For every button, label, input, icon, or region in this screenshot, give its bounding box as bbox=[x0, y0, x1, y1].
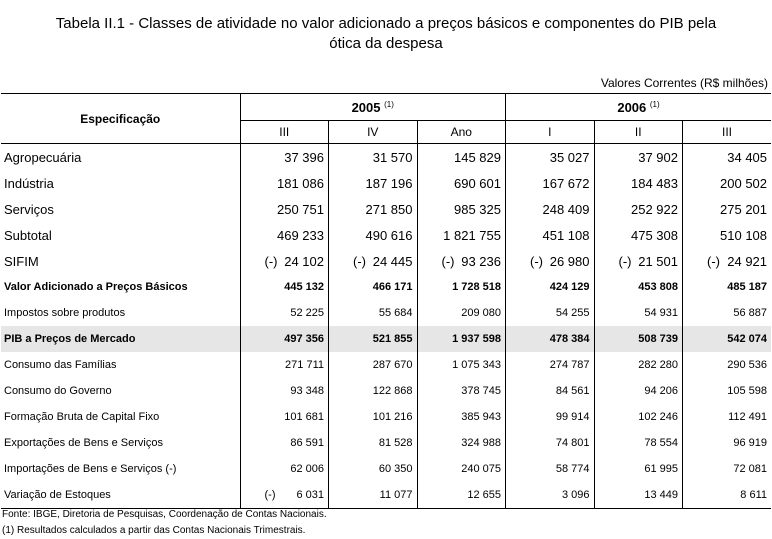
cell-number: 200 502 bbox=[720, 175, 768, 191]
row-label: Variação de Estoques bbox=[1, 482, 240, 509]
cell-value bbox=[329, 248, 418, 274]
cell-value bbox=[683, 430, 772, 456]
cell-number: 61 995 bbox=[644, 463, 678, 475]
cell-value bbox=[506, 196, 595, 222]
row-label: PIB a Preços de Mercado bbox=[1, 326, 240, 352]
cell-value bbox=[683, 274, 772, 300]
cell-number: 37 396 bbox=[284, 149, 324, 165]
negative-prefix: (-) bbox=[353, 253, 366, 269]
cell-value bbox=[417, 170, 506, 196]
cell-value bbox=[417, 196, 506, 222]
cell-number: 24 921 bbox=[727, 253, 768, 269]
table-row bbox=[1, 170, 771, 196]
table-notes bbox=[2, 507, 327, 539]
cell-number: 52 225 bbox=[290, 307, 324, 319]
cell-value bbox=[417, 456, 506, 482]
cell-value bbox=[594, 196, 683, 222]
cell-value bbox=[417, 144, 506, 171]
cell-value bbox=[329, 144, 418, 171]
cell-number: 290 536 bbox=[727, 359, 768, 371]
cell-number: 497 356 bbox=[284, 333, 324, 345]
cell-number: 510 108 bbox=[720, 227, 768, 243]
cell-value bbox=[329, 404, 418, 430]
units-label: Valores Correntes (R$ milhões) bbox=[600, 76, 768, 90]
cell-value bbox=[506, 404, 595, 430]
cell-number: 31 570 bbox=[372, 149, 413, 165]
cell-value bbox=[683, 144, 772, 171]
cell-value bbox=[329, 196, 418, 222]
cell-value bbox=[506, 144, 595, 171]
cell-number: 453 808 bbox=[638, 281, 678, 293]
cell-number: 469 233 bbox=[277, 227, 324, 243]
negative-prefix: (-) bbox=[530, 253, 543, 269]
cell-value bbox=[594, 482, 683, 509]
cell-value bbox=[329, 326, 418, 352]
cell-number: 72 081 bbox=[733, 463, 768, 475]
cell-value bbox=[417, 430, 506, 456]
table-row bbox=[1, 144, 771, 171]
cell-number: 271 850 bbox=[365, 201, 413, 217]
table-row bbox=[1, 248, 771, 274]
cell-value bbox=[417, 482, 506, 509]
cell-number: 93 348 bbox=[290, 385, 324, 397]
table-row bbox=[1, 378, 771, 404]
row-label: Agropecuária bbox=[4, 149, 82, 165]
table-row bbox=[1, 456, 771, 482]
cell-value bbox=[240, 352, 329, 378]
cell-number: 478 384 bbox=[549, 333, 590, 345]
cell-value bbox=[329, 300, 418, 326]
cell-number: 84 561 bbox=[555, 385, 590, 397]
cell-number: 34 405 bbox=[727, 149, 768, 165]
table-row bbox=[1, 430, 771, 456]
cell-number: 78 554 bbox=[644, 437, 678, 449]
cell-number: 74 801 bbox=[555, 437, 590, 449]
row-label: Consumo das Famílias bbox=[4, 359, 117, 371]
cell-number: 209 080 bbox=[461, 307, 501, 319]
cell-value bbox=[506, 352, 595, 378]
cell-number: 324 988 bbox=[461, 437, 501, 449]
cell-number: 24 445 bbox=[372, 253, 413, 269]
negative-prefix: (-) bbox=[707, 253, 720, 269]
cell-number: 542 074 bbox=[727, 333, 768, 345]
cell-value bbox=[594, 300, 683, 326]
negative-prefix: (-) bbox=[264, 253, 278, 269]
cell-value bbox=[240, 378, 329, 404]
cell-value bbox=[594, 456, 683, 482]
cell-number: 62 006 bbox=[290, 463, 324, 475]
cell-value bbox=[683, 482, 772, 509]
cell-value bbox=[594, 144, 683, 171]
cell-value bbox=[683, 456, 772, 482]
cell-value bbox=[594, 378, 683, 404]
cell-number: 3 096 bbox=[561, 489, 590, 501]
cell-number: 101 216 bbox=[372, 411, 413, 423]
negative-prefix: (-) bbox=[441, 253, 455, 269]
cell-value bbox=[417, 378, 506, 404]
cell-number: 54 931 bbox=[644, 307, 678, 319]
footnote: (1) Resultados calculados a partir das Contas Nacionais Trimestrais. bbox=[2, 525, 306, 536]
cell-value bbox=[240, 456, 329, 482]
header-year-2005: 2005 $^{(1)}$ bbox=[240, 94, 506, 121]
cell-value bbox=[240, 404, 329, 430]
row-label: Exportações de Bens e Serviços bbox=[4, 437, 163, 449]
cell-value bbox=[683, 326, 772, 352]
cell-number: 56 887 bbox=[733, 307, 768, 319]
cell-value bbox=[240, 222, 329, 248]
table-row bbox=[1, 300, 771, 326]
cell-number: 424 129 bbox=[549, 281, 590, 293]
cell-number: 13 449 bbox=[644, 489, 678, 501]
cell-value bbox=[594, 274, 683, 300]
cell-value bbox=[240, 300, 329, 326]
cell-value bbox=[594, 404, 683, 430]
cell-number: 240 075 bbox=[461, 463, 501, 475]
cell-number: 86 591 bbox=[290, 437, 324, 449]
cell-value bbox=[417, 222, 506, 248]
cell-value bbox=[417, 274, 506, 300]
cell-value bbox=[683, 222, 772, 248]
cell-value bbox=[329, 456, 418, 482]
cell-number: 12 655 bbox=[467, 489, 501, 501]
row-label: Subtotal bbox=[4, 227, 52, 243]
cell-value bbox=[594, 430, 683, 456]
col-header: II bbox=[594, 121, 683, 144]
cell-number: 11 077 bbox=[379, 489, 413, 501]
cell-number: 1 937 598 bbox=[452, 333, 501, 345]
cell-number: 490 616 bbox=[365, 227, 413, 243]
cell-number: 60 350 bbox=[378, 463, 413, 475]
cell-number: 58 774 bbox=[555, 463, 590, 475]
cell-number: 1 821 755 bbox=[443, 227, 501, 243]
col-header: IV bbox=[329, 121, 418, 144]
cell-number: 54 255 bbox=[555, 307, 590, 319]
cell-number: 184 483 bbox=[631, 175, 678, 191]
cell-value bbox=[506, 248, 595, 274]
row-label: Indústria bbox=[4, 175, 54, 191]
row-label: SIFIM bbox=[4, 253, 39, 269]
cell-number: 94 206 bbox=[644, 385, 678, 397]
cell-value bbox=[329, 274, 418, 300]
cell-value bbox=[240, 274, 329, 300]
row-label: Impostos sobre produtos bbox=[4, 307, 126, 319]
row-label: Formação Bruta de Capital Fixo bbox=[4, 411, 160, 423]
table-title bbox=[0, 14, 772, 54]
cell-number: 105 598 bbox=[727, 385, 768, 397]
cell-value bbox=[506, 326, 595, 352]
cell-number: 274 787 bbox=[549, 359, 590, 371]
negative-prefix: (-) bbox=[618, 253, 632, 269]
cell-number: 451 108 bbox=[542, 227, 590, 243]
cell-value bbox=[683, 300, 772, 326]
table-row bbox=[1, 482, 771, 509]
row-label: Consumo do Governo bbox=[4, 385, 112, 397]
row-label: Importações de Bens e Serviços (-) bbox=[4, 463, 177, 475]
cell-number: 282 280 bbox=[638, 359, 678, 371]
cell-number: 287 670 bbox=[372, 359, 413, 371]
col-header: III bbox=[683, 121, 772, 144]
cell-value bbox=[329, 170, 418, 196]
table-row bbox=[1, 196, 771, 222]
cell-value bbox=[683, 352, 772, 378]
col-header: III bbox=[240, 121, 329, 144]
cell-number: 187 196 bbox=[365, 175, 413, 191]
cell-value bbox=[594, 170, 683, 196]
cell-value bbox=[329, 378, 418, 404]
cell-value bbox=[594, 326, 683, 352]
cell-number: 99 914 bbox=[555, 411, 590, 423]
cell-value bbox=[594, 222, 683, 248]
cell-value bbox=[417, 326, 506, 352]
table-row bbox=[1, 326, 771, 352]
cell-number: 24 102 bbox=[284, 253, 324, 269]
cell-value bbox=[506, 300, 595, 326]
cell-number: 508 739 bbox=[638, 333, 678, 345]
cell-value bbox=[240, 482, 329, 509]
col-header: Ano bbox=[417, 121, 506, 144]
cell-number: 101 681 bbox=[284, 411, 324, 423]
cell-number: 252 922 bbox=[631, 201, 678, 217]
cell-value bbox=[417, 248, 506, 274]
cell-number: 485 187 bbox=[727, 281, 768, 293]
cell-number: 466 171 bbox=[372, 281, 413, 293]
cell-value bbox=[240, 248, 329, 274]
cell-value bbox=[506, 430, 595, 456]
cell-number: 35 027 bbox=[549, 149, 590, 165]
cell-number: 985 325 bbox=[454, 201, 501, 217]
cell-number: 521 855 bbox=[372, 333, 413, 345]
cell-number: 378 745 bbox=[461, 385, 501, 397]
cell-value bbox=[683, 196, 772, 222]
cell-value bbox=[417, 352, 506, 378]
cell-value bbox=[683, 248, 772, 274]
cell-value bbox=[683, 378, 772, 404]
cell-number: 1 075 343 bbox=[452, 359, 501, 371]
cell-number: 385 943 bbox=[461, 411, 501, 423]
table-row bbox=[1, 274, 771, 300]
cell-value bbox=[240, 144, 329, 171]
table-row bbox=[1, 352, 771, 378]
header-year-2006: 2006 $^{(1)}$ bbox=[506, 94, 772, 121]
source-note: Fonte: IBGE, Diretoria de Pesquisas, Coordenação de Contas Nacionais. bbox=[2, 509, 327, 520]
cell-value bbox=[240, 196, 329, 222]
cell-number: 122 868 bbox=[372, 385, 413, 397]
cell-number: 112 491 bbox=[728, 411, 768, 423]
cell-value bbox=[506, 170, 595, 196]
cell-value bbox=[594, 248, 683, 274]
cell-value bbox=[417, 300, 506, 326]
cell-number: 96 919 bbox=[733, 437, 768, 449]
cell-number: 102 246 bbox=[638, 411, 678, 423]
cell-number: 167 672 bbox=[542, 175, 590, 191]
cell-number: 37 902 bbox=[638, 149, 678, 165]
cell-number: 26 980 bbox=[549, 253, 590, 269]
cell-value bbox=[506, 482, 595, 509]
cell-number: 248 409 bbox=[542, 201, 590, 217]
title-line-1: Tabela II.1 - Classes de atividade no valor adicionado a preços básicos e componentes do PIB pela bbox=[55, 15, 717, 32]
cell-number: 6 031 bbox=[296, 489, 324, 501]
table-row bbox=[1, 404, 771, 430]
cell-value bbox=[240, 326, 329, 352]
cell-value bbox=[506, 222, 595, 248]
cell-number: 1 728 518 bbox=[452, 281, 501, 293]
cell-number: 55 684 bbox=[378, 307, 413, 319]
row-label: Valor Adicionado a Preços Básicos bbox=[4, 281, 188, 293]
cell-value bbox=[683, 170, 772, 196]
cell-value bbox=[683, 404, 772, 430]
cell-number: 21 501 bbox=[638, 253, 678, 269]
cell-value bbox=[506, 274, 595, 300]
cell-number: 81 528 bbox=[378, 437, 413, 449]
cell-value bbox=[594, 352, 683, 378]
header-especificacao: Especificação bbox=[1, 94, 240, 144]
cell-value bbox=[329, 482, 418, 509]
cell-number: 275 201 bbox=[720, 201, 768, 217]
cell-value bbox=[506, 378, 595, 404]
cell-number: 250 751 bbox=[277, 201, 324, 217]
cell-number: 8 611 bbox=[740, 489, 768, 501]
title-line-2: ótica da despesa bbox=[329, 35, 443, 52]
cell-number: 181 086 bbox=[277, 175, 324, 191]
row-label: Serviços bbox=[4, 201, 54, 217]
cell-number: 93 236 bbox=[461, 253, 501, 269]
cell-value bbox=[417, 404, 506, 430]
cell-value bbox=[240, 430, 329, 456]
cell-number: 690 601 bbox=[454, 175, 501, 191]
cell-value bbox=[506, 456, 595, 482]
col-header: I bbox=[506, 121, 595, 144]
data-table bbox=[1, 93, 771, 509]
cell-value bbox=[329, 352, 418, 378]
cell-value bbox=[329, 430, 418, 456]
table-row bbox=[1, 222, 771, 248]
cell-value bbox=[329, 222, 418, 248]
negative-prefix: (-) bbox=[264, 489, 276, 501]
cell-number: 271 711 bbox=[285, 359, 324, 371]
cell-number: 475 308 bbox=[631, 227, 678, 243]
cell-number: 445 132 bbox=[284, 281, 324, 293]
cell-number: 145 829 bbox=[454, 149, 501, 165]
cell-value bbox=[240, 170, 329, 196]
